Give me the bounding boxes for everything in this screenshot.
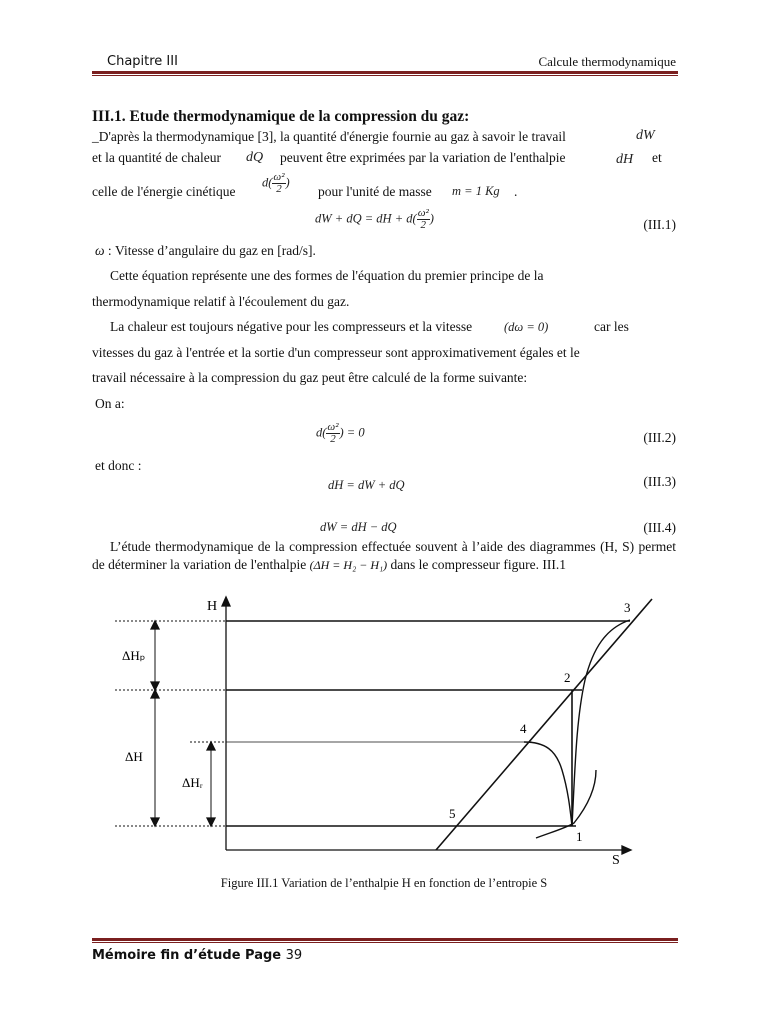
- curve-4-1: [524, 742, 572, 826]
- para1-line3-b: pour l'unité de masse: [318, 184, 432, 199]
- label-delta-h: ΔH: [125, 749, 143, 764]
- math-dH: dH: [616, 152, 634, 167]
- header-subject: Calcule thermodynamique: [538, 54, 676, 69]
- eq1-lhs: dW + dQ = dH + d(: [315, 211, 417, 226]
- para2-line2: thermodynamique relatif à l'écoulement du gaz.: [92, 294, 350, 309]
- dim-dhp-arrow-top: [151, 621, 159, 629]
- eq1-label: (III.1): [643, 217, 676, 232]
- eq2-rhs: ) = 0: [339, 425, 365, 440]
- math-dW: dW: [636, 128, 655, 143]
- footer-page-number: 39: [285, 948, 303, 963]
- para1-line3-a: celle de l'énergie cinétique: [92, 184, 236, 199]
- eq1-num: ω²: [417, 207, 429, 219]
- diagonal-line: [436, 599, 652, 850]
- axis-h-arrow: [222, 597, 230, 606]
- dim-dh-arrow-top: [151, 690, 159, 698]
- math-domega: (dω = 0): [504, 320, 549, 334]
- math-kinetic-pre: d(: [262, 175, 273, 190]
- eq2-num: ω²: [327, 421, 339, 433]
- dim-dh-arrow-bottom: [151, 818, 159, 826]
- point-label-2: 2: [564, 670, 571, 685]
- label-delta-hp: ΔHₚ: [122, 648, 146, 663]
- label-delta-hr: ΔHᵣ: [182, 775, 203, 790]
- para1-line1-text: _D'après la thermodynamique [3], la quantité d'énergie fournie au gaz à savoir le travail: [92, 129, 566, 144]
- point-label-4: 4: [520, 721, 527, 736]
- eq4-label: (III.4): [643, 520, 676, 535]
- footer: [92, 948, 302, 963]
- math-delta-h: (ΔH = H₂ − H₁): [309, 558, 388, 572]
- equation-4: dW = dH − dQ: [320, 520, 397, 534]
- axis-s-arrow: [622, 846, 631, 854]
- footer-title: Mémoire fin d’étude Page: [92, 948, 282, 963]
- curve-lower-arc: [536, 770, 596, 838]
- dim-dhr-arrow-top: [207, 742, 215, 750]
- axis-s-label: S: [612, 853, 620, 868]
- math-kinetic-post: ): [285, 175, 290, 190]
- eq3-label: (III.3): [643, 474, 676, 489]
- section-title: III.1. Etude thermodynamique de la compression du gaz:: [92, 108, 470, 125]
- para3-line2: vitesses du gaz à l'entrée et la sortie d'un compresseur sont approximativement égales et le: [92, 345, 580, 360]
- footer-rule-thick: [92, 938, 678, 941]
- point-label-3: 3: [624, 600, 631, 615]
- dim-dhr-arrow-bottom: [207, 818, 215, 826]
- eq2-label: (III.2): [643, 430, 676, 445]
- para4-text-b: dans le compresseur figure. III.1: [390, 557, 566, 572]
- para1-line2-a: et la quantité de chaleur: [92, 150, 221, 165]
- para1-line3-c: .: [514, 184, 518, 199]
- footer-rule-thin: [92, 942, 678, 943]
- point-label-5: 5: [449, 806, 456, 821]
- para3-line1-a: La chaleur est toujours négative pour les compresseurs et la vitesse: [110, 319, 473, 334]
- para1-line2-b: peuvent être exprimées par la variation de l'enthalpie: [280, 150, 566, 165]
- point-label-1: 1: [576, 829, 583, 844]
- math-kinetic-num: ω²: [273, 171, 285, 183]
- on-a: On a:: [95, 396, 125, 411]
- para4-text-a: L’étude thermodynamique de la compression effectuée souvent à l’aide des diagrammes (H, S) permet de déterminer la variation de l'enthalpie: [92, 539, 676, 572]
- math-kinetic-den: 2: [276, 183, 282, 195]
- math-mass: m = 1 Kg: [452, 184, 500, 198]
- equation-3: dH = dW + dQ: [328, 478, 405, 492]
- para3-line1-b: car les: [594, 319, 629, 334]
- para1-line2-c: et: [652, 150, 662, 165]
- eq2-den: 2: [330, 433, 336, 445]
- figure-caption: Figure III.1 Variation de l’enthalpie H en fonction de l’entropie S: [220, 876, 548, 890]
- omega-text: : Vitesse d’angulaire du gaz en [rad/s].: [107, 243, 316, 258]
- axis-h-label: H: [207, 599, 218, 614]
- header-chapter: Chapitre III: [107, 54, 178, 69]
- eq1-rhs: ): [429, 211, 434, 226]
- et-donc: et donc :: [95, 458, 142, 473]
- para2-line1: Cette équation représente une des formes de l'équation du premier principe de la: [110, 268, 544, 283]
- eq1-den: 2: [420, 219, 426, 231]
- omega-symbol: ω: [95, 243, 105, 258]
- para3-line3: travail nécessaire à la compression du gaz peut être calculé de la forme suivante:: [92, 370, 528, 385]
- math-dQ: dQ: [246, 150, 264, 165]
- curve-1-3: [572, 620, 630, 826]
- eq2-lhs: d(: [316, 425, 327, 440]
